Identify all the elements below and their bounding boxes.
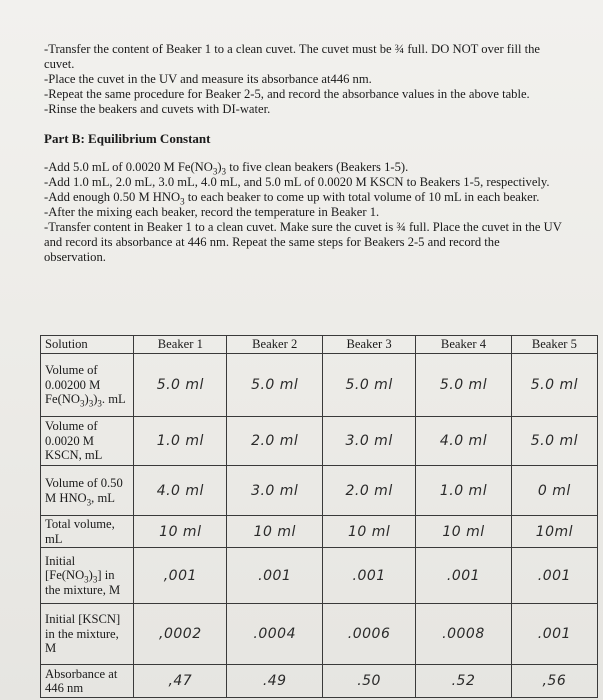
instructions-block: [44, 42, 564, 265]
row-label-fe-volume: Volume of 0.00200 M $Fe(NO_3)_3)_3$. mL: [41, 354, 134, 417]
row-label-kscn-volume: Volume of 0.0020 M KSCN, mL: [41, 417, 134, 466]
part-b-step-4: -After the mixing each beaker, record the temperature in Beaker 1.: [44, 205, 380, 219]
cell-value: 10 ml: [134, 516, 227, 548]
header-solution: Solution: [41, 336, 134, 354]
cell-value: .0006: [322, 604, 415, 665]
row-label-hno3-volume: Volume of 0.50 M $HNO_3$, mL: [41, 466, 134, 516]
header-beaker-2: Beaker 2: [227, 336, 323, 354]
cell-value: 5.0 ml: [134, 354, 227, 417]
table-row: [41, 466, 598, 516]
cell-value: 3.0 ml: [322, 417, 415, 466]
cell-value: 4.0 ml: [134, 466, 227, 516]
table-row: [41, 354, 598, 417]
header-beaker-5: Beaker 5: [511, 336, 597, 354]
header-beaker-4: Beaker 4: [416, 336, 512, 354]
row-label-initial-kscn: Initial [KSCN] in the mixture, M: [41, 604, 134, 665]
cell-value: 2.0 ml: [227, 417, 323, 466]
data-table: [40, 335, 598, 698]
row-label-absorbance: Absorbance at 446 nm: [41, 665, 134, 698]
cell-value: 10 ml: [416, 516, 512, 548]
part-b-step-5: -Transfer content in Beaker 1 to a clean cuvet. Make sure the cuvet is ¾ full. Place the cuvet in the UV and record its absorbance at 446 nm. Repeat the same steps for Beakers 2-5 and record the observation.: [44, 220, 562, 264]
cell-value: 5.0 ml: [511, 417, 597, 466]
table-row: [41, 604, 598, 665]
instruction-rinse: -Rinse the beakers and cuvets with DI-water.: [44, 102, 271, 116]
cell-value: 10 ml: [227, 516, 323, 548]
table-row: [41, 548, 598, 604]
part-b-heading: Part B: Equilibrium Constant: [44, 131, 211, 146]
cell-value: 0 ml: [511, 466, 597, 516]
cell-value: .001: [322, 548, 415, 604]
header-beaker-3: Beaker 3: [322, 336, 415, 354]
cell-value: 5.0 ml: [511, 354, 597, 417]
header-beaker-1: Beaker 1: [134, 336, 227, 354]
cell-value: ,56: [511, 665, 597, 698]
cell-value: .001: [416, 548, 512, 604]
cell-value: .001: [511, 548, 597, 604]
cell-value: 1.0 ml: [416, 466, 512, 516]
cell-value: .001: [227, 548, 323, 604]
cell-value: 4.0 ml: [416, 417, 512, 466]
cell-value: ,0002: [134, 604, 227, 665]
cell-value: 5.0 ml: [322, 354, 415, 417]
table-header-row: [41, 336, 598, 354]
cell-value: 1.0 ml: [134, 417, 227, 466]
row-label-total-volume: Total volume, mL: [41, 516, 134, 548]
cell-value: 10ml: [511, 516, 597, 548]
cell-value: .0008: [416, 604, 512, 665]
cell-value: .49: [227, 665, 323, 698]
cell-value: 5.0 ml: [227, 354, 323, 417]
cell-value: .52: [416, 665, 512, 698]
table-row: [41, 665, 598, 698]
part-b-step-1: -Add 5.0 mL of 0.0020 M $Fe(NO_3)_3$ to five clean beakers (Beakers 1-5).: [44, 160, 409, 177]
cell-value: .001: [511, 604, 597, 665]
row-label-initial-fe: Initial $[Fe(NO_3)_3]$ in the mixture, M: [41, 548, 134, 604]
cell-value: .0004: [227, 604, 323, 665]
table-row: [41, 417, 598, 466]
part-b-step-2: -Add 1.0 mL, 2.0 mL, 3.0 mL, 4.0 mL, and 5.0 mL of 0.0020 M KSCN to Beakers 1-5, respectively.: [44, 175, 550, 189]
cell-value: 3.0 ml: [227, 466, 323, 516]
cell-value: ,47: [134, 665, 227, 698]
cell-value: 10 ml: [322, 516, 415, 548]
table-row: [41, 516, 598, 548]
cell-value: ,001: [134, 548, 227, 604]
cell-value: .50: [322, 665, 415, 698]
instruction-repeat: -Repeat the same procedure for Beaker 2-5, and record the absorbance values in the above table.: [44, 87, 530, 101]
cell-value: 5.0 ml: [416, 354, 512, 417]
instruction-place: -Place the cuvet in the UV and measure its absorbance at446 nm.: [44, 72, 372, 86]
instruction-transfer: -Transfer the content of Beaker 1 to a clean cuvet. The cuvet must be ¾ full. DO NOT over fill the cuvet.: [44, 42, 541, 71]
part-b-step-3: -Add enough 0.50 M $HNO_3$ to each beaker to come up with total volume of 10 mL in each beaker.: [44, 190, 540, 207]
cell-value: 2.0 ml: [322, 466, 415, 516]
